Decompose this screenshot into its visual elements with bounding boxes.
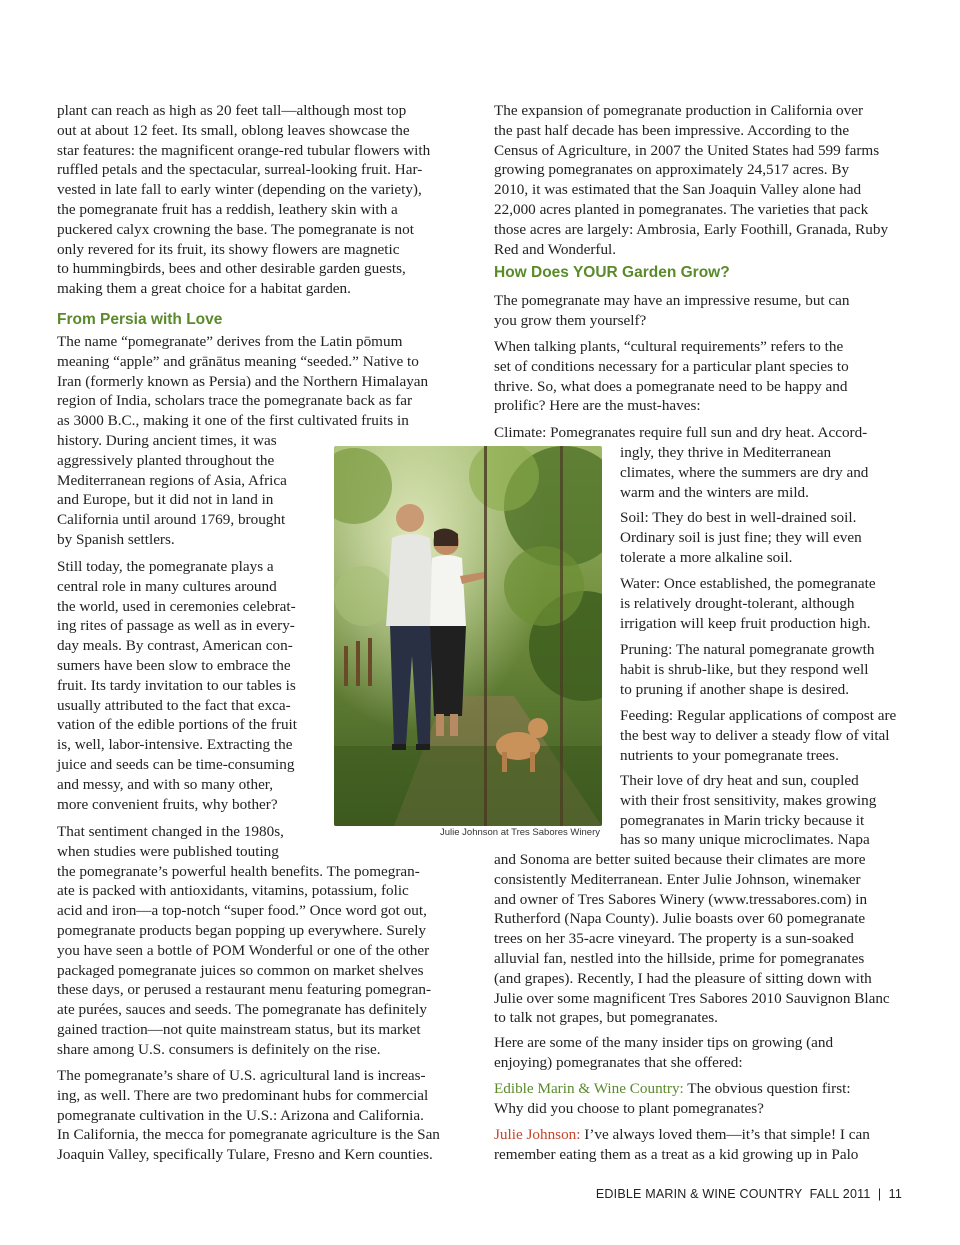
text-line: Feeding: Regular applications of compost are — [620, 707, 897, 724]
text-line: Rutherford (Napa County). Julie boasts over 60 pomegranate — [494, 910, 866, 928]
right-paragraph-2 — [494, 291, 850, 331]
text-line: prolific? Here are the must-haves: — [494, 397, 701, 415]
text-line: Their love of dry heat and sun, coupled — [620, 772, 859, 789]
page-footer: EDIBLE MARIN & WINE COUNTRY FALL 2011 | 11 — [595, 1187, 902, 1201]
text-line: history. During ancient times, it was — [57, 431, 277, 449]
text-line: the past half decade has been impressive. According to the — [494, 121, 850, 139]
question-block — [494, 1079, 851, 1119]
text-line: climates, where the summers are dry and — [620, 463, 869, 481]
text-line: enjoying) pomegranates that she offered: — [494, 1053, 743, 1071]
text-line: aggressively planted throughout the — [57, 451, 275, 469]
text-line: fruit. Its tardy invitation to our tables is — [57, 676, 296, 694]
love-paragraph-rest — [494, 850, 890, 1028]
left-paragraph-3 — [57, 557, 297, 814]
text-line: The pomegranate’s share of U.S. agricultural land is increas- — [57, 1067, 426, 1084]
heading-garden-grow: How Does YOUR Garden Grow? — [494, 264, 730, 281]
text-line: In California, the mecca for pomegranate agriculture is the San — [57, 1126, 440, 1144]
question-label: Edible Marin & Wine Country: — [494, 1080, 684, 1097]
photo-caption: Julie Johnson at Tres Sabores Winery — [440, 827, 600, 838]
text-line: trees on her 35-acre vineyard. The property is a sun-soaked — [494, 930, 854, 948]
text-line: nutrients to your pomegranate trees. — [620, 746, 839, 764]
text-line: meaning “apple” and grānātus meaning “seeded.” Native to — [57, 352, 419, 370]
text-line: you have seen a bottle of POM Wonderful or one of the other — [57, 941, 430, 959]
text-line: Soil: They do best in well-drained soil. — [620, 509, 857, 526]
climate-rest — [620, 443, 868, 502]
text-line: acid and iron—a top-notch “super food.” Once word got out, — [57, 902, 427, 920]
text-line: and messy, and with so many other, — [57, 775, 274, 793]
text-line: puckered calyx crowning the base. The pomegranate is not — [57, 220, 414, 238]
text-line: The expansion of pomegranate production in California over — [494, 102, 864, 119]
text-line: tolerate a more alkaline soil. — [620, 548, 793, 566]
text-line: Water: Once established, the pomegranate — [620, 575, 876, 592]
text-line: gained traction—not quite mainstream status, but its market — [57, 1020, 421, 1038]
text-line: vested in late fall to early winter (depending on the variety), — [57, 181, 422, 199]
right-paragraph-1 — [494, 101, 888, 259]
text-line: usually attributed to the fact that exca- — [57, 696, 291, 714]
text-line: out at about 12 feet. Its small, oblong leaves showcase the — [57, 121, 410, 139]
text-line: California until around 1769, brought — [57, 511, 286, 529]
text-line: only revered for its fruit, its showy flowers are magnetic — [57, 240, 400, 258]
text-line: pomegranate cultivation in the U.S.: Arizona and California. — [57, 1106, 424, 1124]
text-line: Ordinary soil is just fine; they will even — [620, 528, 862, 546]
answer-text-2: remember eating them as a treat as a kid growing up in Palo — [494, 1145, 859, 1163]
text-line: the best way to deliver a steady flow of vital — [620, 726, 890, 744]
text-line: ruffled petals and the spectacular, surreal-looking fruit. Har- — [57, 161, 423, 179]
text-line: vation of the edible portions of the fruit — [57, 716, 297, 734]
feeding-paragraph — [620, 706, 896, 765]
love-paragraph-short — [620, 771, 876, 850]
text-line: irrigation will keep fruit production high. — [620, 614, 871, 632]
text-line: region of India, scholars trace the pomegranate back as far — [57, 392, 413, 410]
text-line: day meals. By contrast, American con- — [57, 637, 293, 655]
text-line: as 3000 B.C., making it one of the first cultivated fruits in — [57, 412, 409, 430]
text-line: thrive. So, what does a pomegranate need to be happy and — [494, 377, 848, 395]
text-line: 22,000 acres planted in pomegranates. The varieties that pack — [494, 200, 869, 218]
text-line: to pruning if another shape is desired. — [620, 680, 850, 698]
text-line: Still today, the pomegranate plays a — [57, 558, 274, 575]
text-line: pomegranate products began popping up everywhere. Surely — [57, 921, 427, 939]
text-line: is relatively drought-tolerant, although — [620, 594, 855, 612]
text-line: share among U.S. consumers is definitely on the rise. — [57, 1040, 381, 1058]
question-text-1: The obvious question first: — [683, 1080, 851, 1097]
photo-julie-johnson — [334, 446, 602, 826]
text-line: juice and seeds can be time-consuming — [57, 755, 295, 773]
text-line: That sentiment changed in the 1980s, — [57, 823, 284, 840]
text-line: consistently Mediterranean. Enter Julie Johnson, winemaker — [494, 870, 861, 888]
soil-paragraph — [620, 508, 862, 567]
text-line: growing pomegranates on approximately 24,517 acres. By — [494, 161, 850, 179]
text-line: ate is packed with antioxidants, vitamins, potassium, folic — [57, 882, 409, 900]
text-line: the pomegranate’s powerful health benefits. The pomegran- — [57, 862, 420, 880]
text-line: and Sonoma are better suited because their climates are more — [494, 851, 866, 868]
text-line: habit is shrub-like, but they respond well — [620, 660, 869, 678]
text-line: star features: the magnificent orange-red tubular flowers with — [57, 141, 431, 159]
text-line: The name “pomegranate” derives from the Latin pōmum — [57, 333, 403, 350]
pruning-paragraph — [620, 640, 874, 699]
question-text-2: Why did you choose to plant pomegranates? — [494, 1099, 764, 1117]
text-line: plant can reach as high as 20 feet tall—although most top — [57, 102, 407, 119]
text-line: pomegranates in Marin tricky because it — [620, 811, 865, 829]
text-line: Census of Agriculture, in 2007 the United States had 599 farms — [494, 141, 880, 159]
text-line: with their frost sensitivity, makes growing — [620, 791, 877, 809]
text-line: ate purées, sauces and seeds. The pomegranate has definitely — [57, 1001, 427, 1019]
text-line: packaged pomegranate juices so common on market shelves — [57, 961, 424, 979]
text-line: those acres are largely: Ambrosia, Early Foothill, Granada, Ruby — [494, 220, 889, 238]
right-paragraph-3 — [494, 337, 849, 416]
text-line: warm and the winters are mild. — [620, 483, 809, 501]
text-line: ing, as well. There are two predominant hubs for commercial — [57, 1086, 429, 1104]
right-paragraph-4 — [494, 1033, 833, 1073]
answer-label: Julie Johnson: — [494, 1126, 581, 1143]
text-line: by Spanish settlers. — [57, 530, 175, 548]
text-line: set of conditions necessary for a particular plant species to — [494, 357, 849, 375]
text-line: alluvial fan, nestled into the hillside, prime for pomegranates — [494, 949, 865, 967]
text-line: to hummingbirds, bees and other desirable garden guests, — [57, 260, 406, 278]
left-paragraph-4 — [57, 822, 431, 1060]
text-line: and Europe, but it did not in land in — [57, 491, 274, 509]
text-line: the world, used in ceremonies celebrat- — [57, 597, 296, 615]
text-line: making them a great choice for a habitat garden. — [57, 280, 351, 298]
text-line: Julie over some magnificent Tres Sabores 2010 Sauvignon Blanc — [494, 989, 890, 1007]
text-line: 2010, it was estimated that the San Joaquin Valley alone had — [494, 181, 862, 199]
text-line: to talk not grapes, but pomegranates. — [494, 1009, 718, 1027]
text-line: has so many unique microclimates. Napa — [620, 831, 870, 849]
text-line: when studies were published touting — [57, 842, 279, 860]
text-line: the pomegranate fruit has a reddish, leathery skin with a — [57, 200, 398, 218]
water-paragraph — [620, 574, 876, 633]
climate-first-line: Climate: Pomegranates require full sun and dry heat. Accord- — [494, 424, 868, 441]
text-line: central role in many cultures around — [57, 577, 277, 595]
text-line: more convenient fruits, why bother? — [57, 795, 278, 813]
answer-text-1: I’ve always loved them—it’s that simple! I can — [580, 1126, 870, 1143]
text-line: is, well, labor-intensive. Extracting the — [57, 736, 293, 754]
left-paragraph-1 — [57, 101, 430, 299]
text-line: Mediterranean regions of Asia, Africa — [57, 471, 287, 489]
text-line: Iran (formerly known as Persia) and the Northern Himalayan — [57, 372, 429, 390]
text-line: ingly, they thrive in Mediterranean — [620, 444, 832, 461]
text-line: The pomegranate may have an impressive resume, but can — [494, 292, 850, 309]
text-line: When talking plants, “cultural requirements” refers to the — [494, 338, 844, 355]
text-line: Here are some of the many insider tips on growing (and — [494, 1034, 834, 1051]
text-line: Pruning: The natural pomegranate growth — [620, 641, 875, 658]
text-line: these days, or perused a restaurant menu featuring pomegran- — [57, 981, 432, 999]
answer-block — [494, 1125, 870, 1165]
text-line: and owner of Tres Sabores Winery (www.tressabores.com) in — [494, 890, 868, 908]
text-line: you grow them yourself? — [494, 311, 647, 329]
text-line: Joaquin Valley, specifically Tulare, Fresno and Kern counties. — [57, 1146, 433, 1164]
left-paragraph-5 — [57, 1066, 440, 1165]
text-line: (and grapes). Recently, I had the pleasure of sitting down with — [494, 969, 872, 987]
text-line: ing rites of passage as well as in every- — [57, 617, 295, 635]
heading-from-persia: From Persia with Love — [57, 311, 223, 328]
text-line: Red and Wonderful. — [494, 240, 617, 258]
text-line: sumers have been slow to embrace the — [57, 656, 291, 674]
